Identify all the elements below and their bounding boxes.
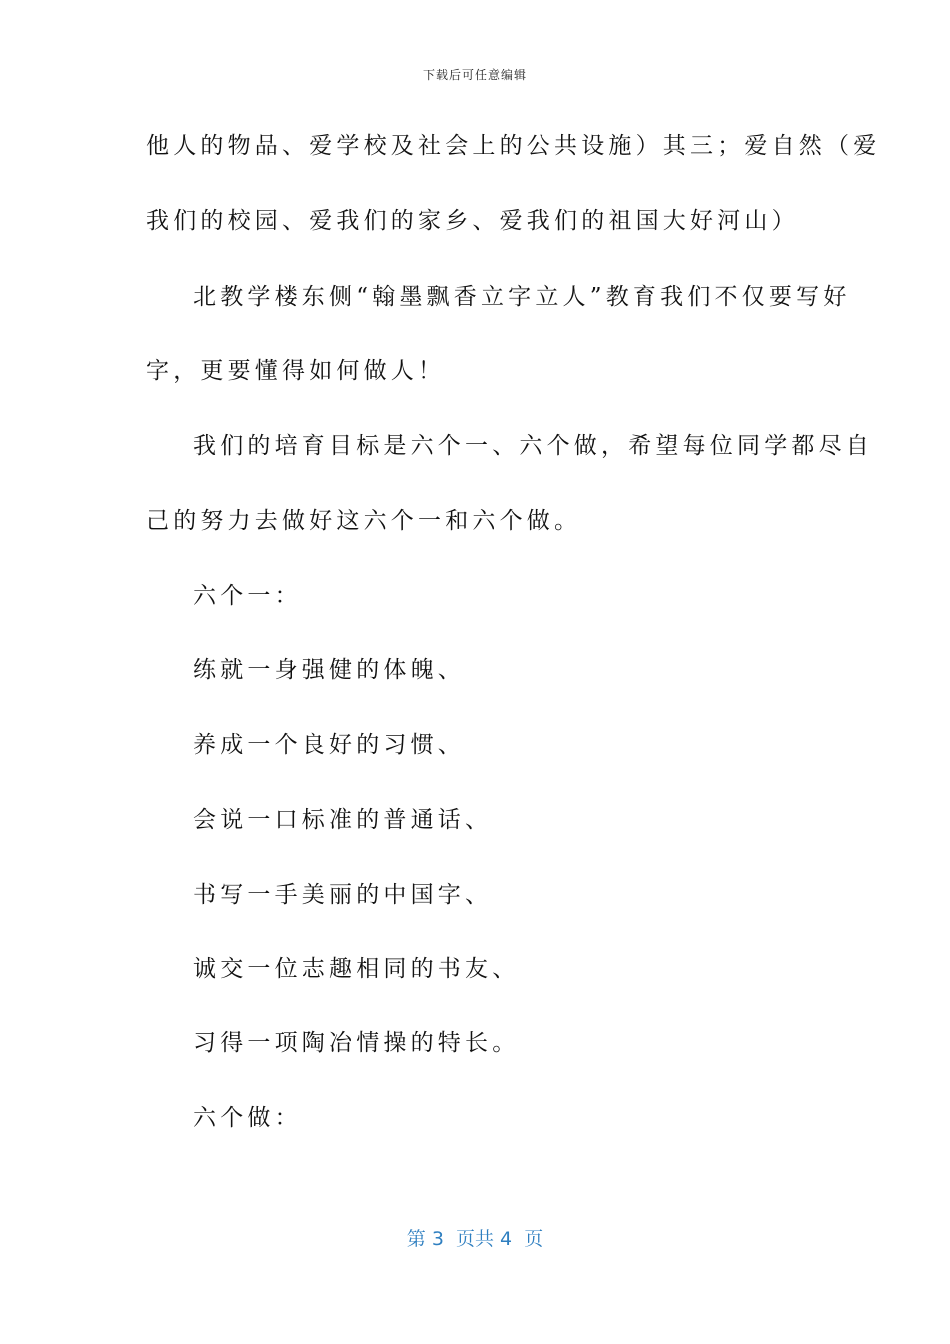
paragraph-line: 我们的校园、爱我们的家乡、爱我们的祖国大好河山） [146,208,799,234]
list-item: 习得一项陶冶情操的特长。 [193,1030,520,1056]
paragraph-line: 他人的物品、爱学校及社会上的公共设施）其三；爱自然（爱 [146,133,881,159]
list-item: 诚交一位志趣相同的书友、 [193,956,520,982]
paragraph-line: 北教学楼东侧“翰墨飘香立字立人”教育我们不仅要写好 [193,284,851,310]
list-item: 书写一手美丽的中国字、 [193,882,493,908]
paragraph-line: 我们的培育目标是六个一、六个做，希望每位同学都尽自 [193,433,873,459]
list-item: 练就一身强健的体魄、 [193,657,465,683]
paragraph-line: 字，更要懂得如何做人！ [146,358,446,384]
section-heading: 六个一： [193,583,302,609]
header-note: 下载后可任意编辑 [422,68,527,82]
paragraph-line: 己的努力去做好这六个一和六个做。 [146,508,582,534]
page-number-footer: 第 3 页共 4 页 [406,1228,544,1250]
list-item: 养成一个良好的习惯、 [193,732,465,758]
list-item: 会说一口标准的普通话、 [193,807,493,833]
section-heading: 六个做： [193,1105,302,1131]
